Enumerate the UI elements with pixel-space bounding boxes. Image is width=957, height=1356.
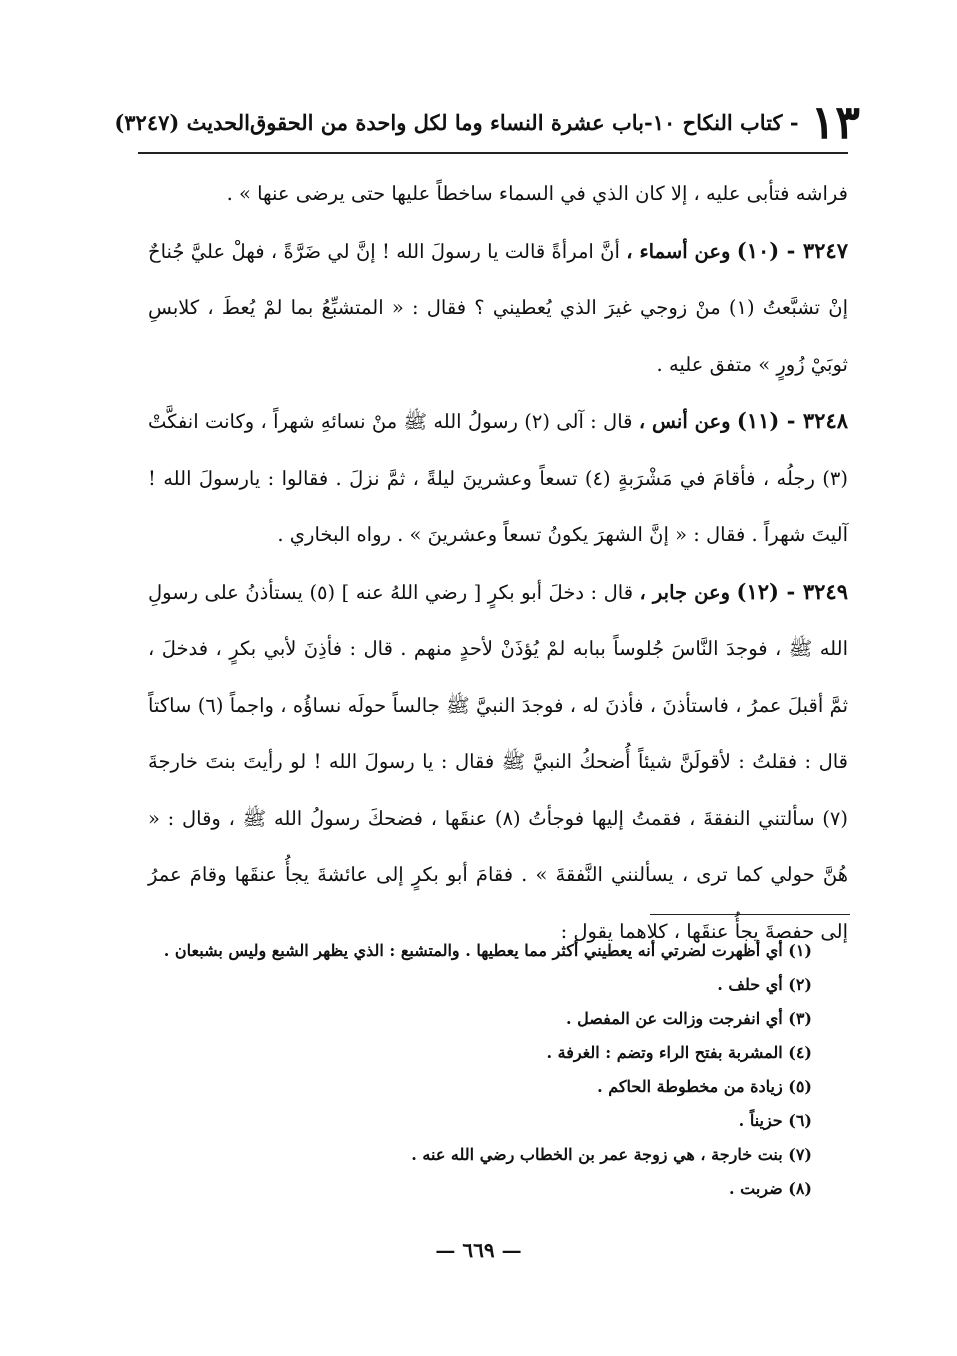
hadith-range: الحديث (٣٢٤٧): [114, 109, 250, 135]
hadith-3249: [148, 564, 848, 961]
hadith-3247: [148, 223, 848, 394]
hadith-3248: [148, 393, 848, 564]
main-text: [148, 166, 848, 960]
hadith-text: قال : آلى (٢) رسولُ الله ﷺ منْ نسائهِ شهراً ، وكانت انفكَّتْ (٣) رجلُه ، فأقامَ في مَشْرَبةٍ (٤) تسعاً وعشرينَ ليلةً ، ثمَّ نزلَ . فقالوا : يارسولَ الله ! آليتَ شهراً . فقال : « إنَّ الشهرَ يكونُ تسعاً وعشرينَ » . رواه البخاري .: [148, 410, 848, 546]
paragraph-continuation: فراشه فتأبى عليه ، إلا كان الذي في السماء ساخطاً عليها حتى يرضى عنها » .: [226, 182, 848, 205]
footnote: (٥) زيادة من مخطوطة الحاكم .: [597, 1077, 812, 1096]
hadith-text: قال : دخلَ أبو بكرٍ [ رضي اللهُ عنه ] (٥) يستأذنُ على رسولِ الله ﷺ ، فوجدَ النَّاسَ جُلوساً ببابه لمْ يُؤذَنْ لأحدٍ منهم . قال : فأذِنَ لأبي بكرٍ ، فدخلَ ، ثمَّ أقبلَ عمرُ ، فاستأذنَ ، فأذنَ له ، فوجدَ النبيَّ ﷺ جالساً حولَه نساؤُه ، واجماً (٦) ساكتاً قال : فقلتُ : لأقولَنَّ شيئاً أُضحكُ النبيَّ ﷺ فقال : يا رسولَ الله ! لو رأيتَ بنتَ خارجةَ (٧) سألتني النفقةَ ، فقمتُ إليها فوجأتُ (٨) عنقَها ، فضحكَ رسولُ الله ﷺ ، وقال : « هُنَّ حولي كما ترى ، يسألنني النَّفقةَ » . فقامَ أبو بكرٍ إلى عائشةَ يجأُ عنقَها وقامَ عمرُ إلى حفصةَ يجأُ عنقَها ، كلاهما يقول :: [148, 580, 849, 943]
footnote: (١) أي أظهرت لضرتي أنه يعطيني أكثر مما يعطيها . والمتشبع : الذي يظهر الشبع وليس بشبعان .: [163, 941, 812, 960]
narrator: وعن أسماء ،: [626, 239, 731, 263]
narrator: وعن جابر ،: [639, 580, 731, 604]
footnote-rule: [650, 914, 850, 915]
hadith-number: ٣٢٤٨ - (١١): [736, 408, 849, 433]
hadith-number: ٣٢٤٧ - (١٠): [736, 237, 848, 263]
footnote: (٢) أي حلف .: [717, 975, 812, 994]
chapter-number: ١٣: [810, 95, 860, 149]
footnote: (٦) حزيناً .: [738, 1111, 812, 1130]
header-rule: [138, 152, 848, 154]
footnote: (٨) ضربت .: [728, 1179, 812, 1198]
hadith-number: ٣٢٤٩ - (١٢): [736, 578, 848, 604]
running-header: [114, 92, 860, 152]
footnote: (٧) بنت خارجة ، هي زوجة عمر بن الخطاب رضي الله عنه .: [411, 1145, 812, 1164]
chapter-title: - كتاب النكاح ١٠-باب عشرة النساء وما لكل واحدة من الحقوق: [249, 109, 799, 135]
narrator: وعن أنس ،: [638, 410, 731, 433]
page-number: — ٦٦٩ —: [435, 1238, 522, 1262]
hadith-text: أنَّ امرأةً قالت يا رسولَ الله ! إنَّ لي ضَرَّةً ، فهلْ عليَّ جُناحٌ إنْ تشبَّعتُ (١) منْ زوجي غيرَ الذي يُعطيني ؟ فقال : « المتشبِّعُ بما لمْ يُعطَ ، كلابسِ ثوبَيْ زُورٍ » متفق عليه .: [148, 239, 848, 376]
footnotes: [140, 934, 812, 1206]
footnote: (٣) أي انفرجت وزالت عن المفصل .: [566, 1009, 812, 1028]
footnote: (٤) المشربة بفتح الراء وتضم : الغرفة .: [546, 1043, 812, 1062]
